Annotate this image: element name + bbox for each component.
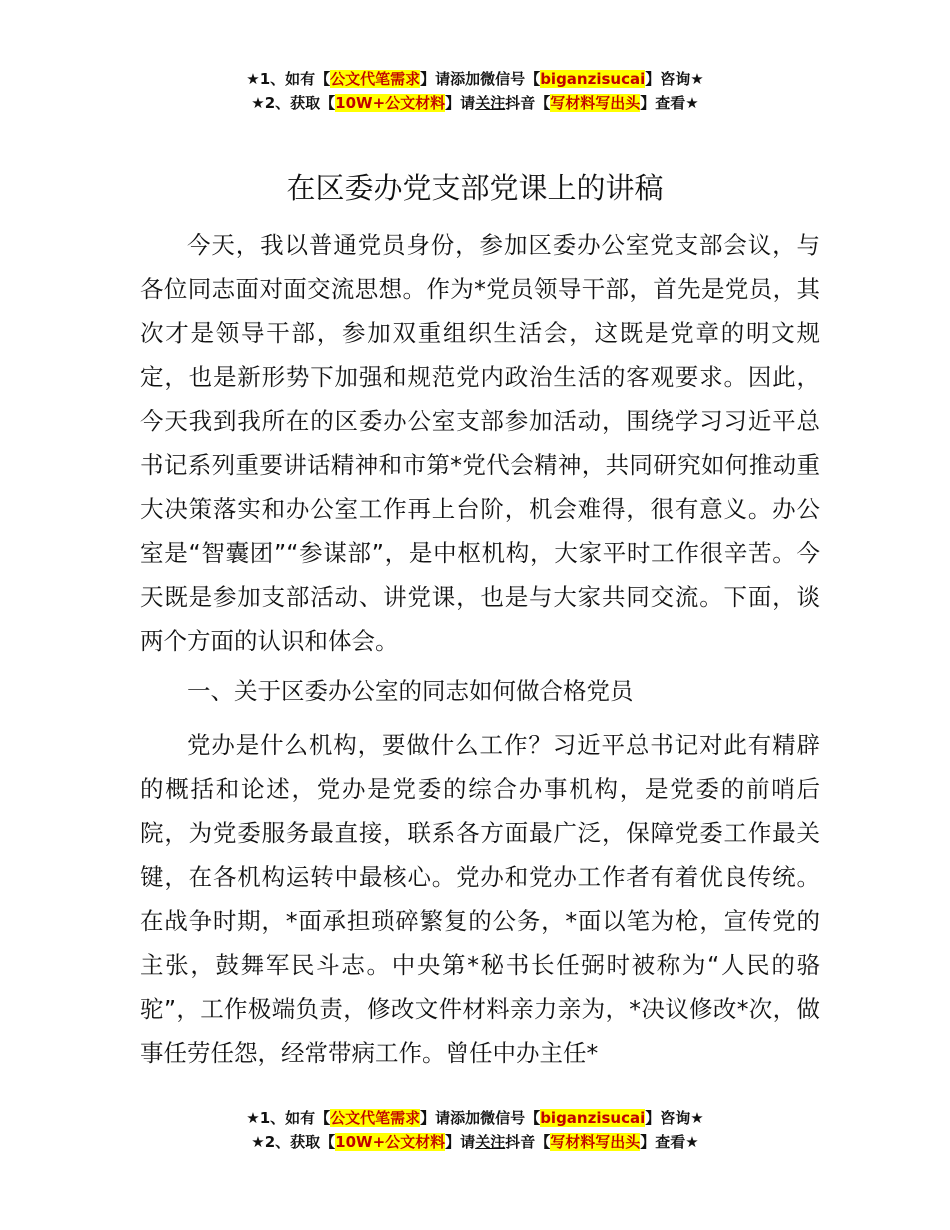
highlight-wechat-id: biganzisucai (540, 1109, 646, 1127)
banner-text: 】查看 (640, 1133, 686, 1151)
banner-text: 抖音【 (505, 1133, 551, 1151)
highlight-douyin-account: 写材料写出头 (550, 1133, 641, 1151)
highlight-wechat-id: biganzisucai (540, 70, 646, 88)
paragraph-party-office: 党办是什么机构，要做什么工作？习近平总书记对此有精辟的概括和论述，党办是党委的综合办事机构，是党委的前哨后院，为党委服务最直接，联系各方面最广泛，保障党委工作最关键，在各机构运转中最核心。党办和党办工作者有着优良传统。在战争时期，*面承担琐碎繁复的公务，*面以笔为枪，宣传党的主张，鼓舞军民斗志。中央第*秘书长任弼时被称为“人民的骆驼”，工作极端负责，修改文件材料亲力亲为，*决议修改*次，做事任劳任怨，经常带病工作。曾任中办主任* (140, 731, 820, 1067)
star-icon: ★ (251, 94, 265, 112)
highlight-ghostwriting: 公文代笔需求 (330, 70, 421, 88)
banner-text: 2、获取【 (264, 1133, 336, 1151)
banner-line-1 (0, 67, 950, 91)
header-banner (0, 67, 950, 115)
document-title: 在区委办党支部党课上的讲稿 (286, 171, 664, 205)
banner-line-2 (0, 1130, 950, 1154)
banner-text: 】请添加微信号【 (420, 1109, 541, 1127)
star-icon: ★ (685, 1133, 699, 1151)
banner-text: 1、如有【 (259, 1109, 331, 1127)
banner-text: 】请 (445, 1133, 476, 1151)
banner-line-1 (0, 1106, 950, 1130)
section-heading: 一、关于区委办公室的同志如何做合格党员 (187, 677, 634, 705)
banner-text: 】请添加微信号【 (420, 70, 541, 88)
star-icon: ★ (246, 70, 260, 88)
footer-banner (0, 1106, 950, 1154)
star-icon: ★ (685, 94, 699, 112)
star-icon: ★ (690, 70, 704, 88)
banner-text: 】查看 (640, 94, 686, 112)
highlight-materials: 10W+公文材料 (335, 94, 446, 112)
document-body (140, 223, 820, 1075)
star-icon: ★ (251, 1133, 265, 1151)
highlight-ghostwriting: 公文代笔需求 (330, 1109, 421, 1127)
banner-text: 】咨询 (645, 70, 691, 88)
star-icon: ★ (690, 1109, 704, 1127)
banner-text: 】咨询 (645, 1109, 691, 1127)
banner-text: 】请 (445, 94, 476, 112)
banner-text: 1、如有【 (259, 70, 331, 88)
banner-line-2 (0, 91, 950, 115)
star-icon: ★ (246, 1109, 260, 1127)
highlight-douyin-account: 写材料写出头 (550, 94, 641, 112)
underlined-follow: 关注 (475, 94, 506, 112)
banner-text: 2、获取【 (264, 94, 336, 112)
highlight-materials: 10W+公文材料 (335, 1133, 446, 1151)
banner-text: 抖音【 (505, 94, 551, 112)
paragraph-intro: 今天，我以普通党员身份，参加区委办公室党支部会议，与各位同志面对面交流思想。作为*党员领导干部，首先是党员，其次才是领导干部，参加双重组织生活会，这既是党章的明文规定，也是新形势下加强和规范党内政治生活的客观要求。因此，今天我到我所在的区委办公室支部参加活动，围绕学习习近平总书记系列重要讲话精神和市第*党代会精神，共同研究如何推动重大决策落实和办公室工作再上台阶，机会难得，很有意义。办公室是“智囊团”“参谋部”，是中枢机构，大家平时工作很辛苦。今天既是参加支部活动、讲党课，也是与大家共同交流。下面，谈两个方面的认识和体会。 (140, 231, 820, 655)
underlined-follow: 关注 (475, 1133, 506, 1151)
